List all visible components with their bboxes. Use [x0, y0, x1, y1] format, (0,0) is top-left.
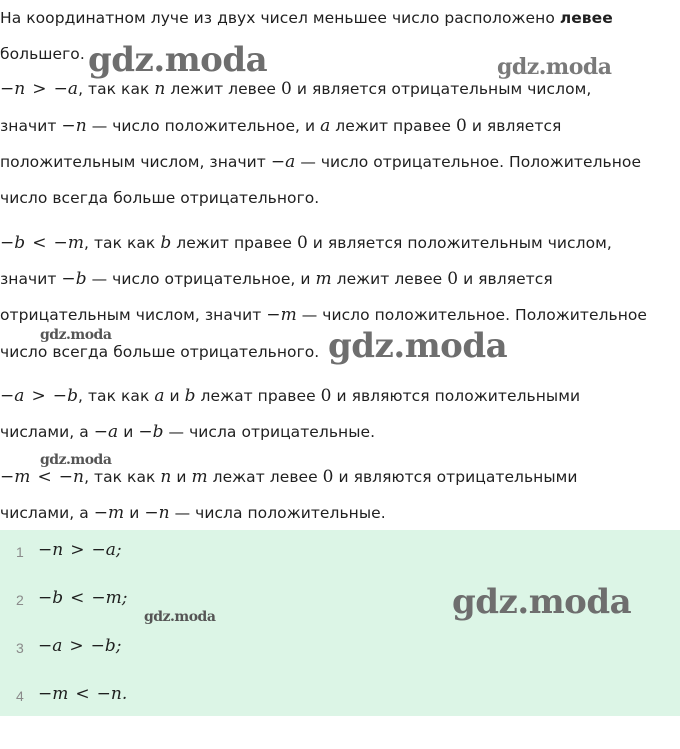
math-expr: −n [38, 540, 64, 560]
punctuation: ; [115, 636, 122, 656]
math-var: m [315, 269, 332, 289]
math-expr: −n [96, 684, 122, 704]
paragraph-p3-line3 [0, 304, 647, 326]
math-var: −a [270, 152, 296, 172]
text-segment: и [171, 468, 192, 486]
text-segment: числами, а [0, 423, 94, 441]
math-expr: −n [0, 79, 26, 99]
text-segment: , так как [78, 387, 155, 405]
math-zero: 0 [296, 233, 308, 253]
text-segment: и [118, 423, 139, 441]
paragraph-p5-line1 [0, 466, 578, 488]
paragraph-p2-line4 [0, 187, 319, 209]
paragraph-rule-line2 [0, 43, 85, 65]
math-zero: 0 [281, 79, 292, 99]
math-var: b [160, 233, 172, 253]
math-operator: > [69, 636, 84, 656]
math-operator: > [32, 79, 47, 99]
text-segment: — число положительное. Положительное [296, 306, 648, 324]
math-var: a [154, 386, 165, 406]
watermark-logo: gdz.moda [40, 327, 112, 343]
answer-number: 4 [16, 688, 24, 704]
text-segment: положительным числом, значит [0, 153, 271, 171]
math-var: n [160, 467, 172, 487]
math-expr: −b [0, 233, 26, 253]
math-zero: 0 [447, 269, 459, 289]
math-expr: −b [38, 588, 64, 608]
answer-number: 2 [16, 592, 24, 608]
text-segment: лежит левее [331, 270, 448, 288]
text-segment: , так как [78, 80, 155, 98]
math-expr: −a [38, 636, 63, 656]
text-segment: и является положительным числом, [307, 234, 612, 252]
text-segment: числами, а [0, 504, 94, 522]
paragraph-rule-line1 [0, 7, 613, 29]
answer-expression [38, 540, 122, 560]
answer-expression [38, 588, 128, 608]
math-operator: > [70, 540, 85, 560]
answers-block [0, 530, 680, 716]
paragraph-p2-line1 [0, 78, 591, 100]
math-operator: < [32, 233, 47, 253]
text-segment: , так как [84, 234, 161, 252]
bold-word: левее [559, 9, 613, 27]
text-segment: лежит правее [330, 117, 456, 135]
math-var: −a [93, 422, 119, 442]
text-segment: и является [466, 117, 562, 135]
watermark-logo: gdz.moda [40, 452, 112, 468]
math-operator: < [75, 684, 90, 704]
math-zero: 0 [322, 467, 334, 487]
text-segment: значит [0, 270, 62, 288]
math-expr: −a [91, 540, 116, 560]
math-operator: < [70, 588, 85, 608]
math-expr: −a [0, 386, 25, 406]
text-segment: большего. [0, 45, 85, 63]
watermark-logo: gdz.moda [452, 582, 632, 622]
text-segment: лежит левее [165, 80, 281, 98]
math-operator: < [37, 467, 52, 487]
text-segment: лежат правее [195, 387, 321, 405]
math-expr: −m [53, 233, 84, 253]
math-var: −n [61, 116, 87, 136]
math-expr: −m [38, 684, 69, 704]
text-segment: число всегда больше отрицательного. [0, 189, 320, 207]
math-var: −b [138, 422, 164, 442]
math-var: −b [61, 269, 87, 289]
paragraph-p3-line4 [0, 341, 319, 363]
text-segment: — числа отрицательные. [163, 423, 376, 441]
math-var: −n [144, 503, 170, 523]
text-segment: — число отрицательное. Положительное [295, 153, 642, 171]
text-segment: значит [0, 117, 62, 135]
math-expr: −b [52, 386, 79, 406]
math-var: n [154, 79, 166, 99]
text-segment: и являются отрицательными [333, 468, 578, 486]
paragraph-p4-line2 [0, 421, 375, 443]
text-segment: и являются положительными [331, 387, 581, 405]
math-expr: −b [90, 636, 116, 656]
text-segment: и [164, 387, 185, 405]
punctuation: ; [121, 588, 128, 608]
math-var: m [191, 467, 208, 487]
math-expr: −n [58, 467, 85, 487]
paragraph-p2-line2 [0, 115, 561, 137]
math-var: b [184, 386, 196, 406]
text-segment: — число положительное, и [86, 117, 321, 135]
text-segment: и является [458, 270, 553, 288]
math-zero: 0 [320, 386, 332, 406]
punctuation: . [121, 684, 128, 704]
text-segment: и является отрицательным числом, [291, 80, 592, 98]
math-expr: −a [53, 79, 79, 99]
punctuation: ; [115, 540, 122, 560]
paragraph-p3-line1 [0, 232, 612, 254]
text-segment: отрицательным числом, значит [0, 306, 267, 324]
text-segment: лежат левее [207, 468, 323, 486]
paragraph-p4-line1 [0, 385, 580, 407]
watermark-logo: gdz.moda [497, 54, 612, 80]
watermark-logo: gdz.moda [328, 326, 508, 366]
text-segment: На координатном луче из двух чисел меньшее число расположено [0, 9, 560, 27]
math-zero: 0 [455, 116, 467, 136]
text-segment: , так как [84, 468, 161, 486]
text-segment: число всегда больше отрицательного. [0, 343, 320, 361]
text-segment: лежит правее [171, 234, 297, 252]
paragraph-p2-line3 [0, 151, 641, 173]
text-segment: и [124, 504, 145, 522]
answer-number: 3 [16, 640, 24, 656]
text-segment: — число отрицательное, и [86, 270, 316, 288]
watermark-logo: gdz.moda [144, 609, 216, 625]
answer-number: 1 [16, 544, 24, 560]
answer-expression [38, 684, 127, 704]
math-var: −m [93, 503, 125, 523]
math-var: −m [266, 305, 297, 325]
paragraph-p3-line2 [0, 268, 553, 290]
answer-expression [38, 636, 122, 656]
math-expr: −m [91, 588, 122, 608]
text-segment: — числа положительные. [169, 504, 386, 522]
paragraph-p5-line2 [0, 502, 386, 524]
math-var: a [320, 116, 331, 136]
math-expr: −m [0, 467, 31, 487]
watermark-logo: gdz.moda [88, 40, 268, 80]
math-operator: > [31, 386, 46, 406]
